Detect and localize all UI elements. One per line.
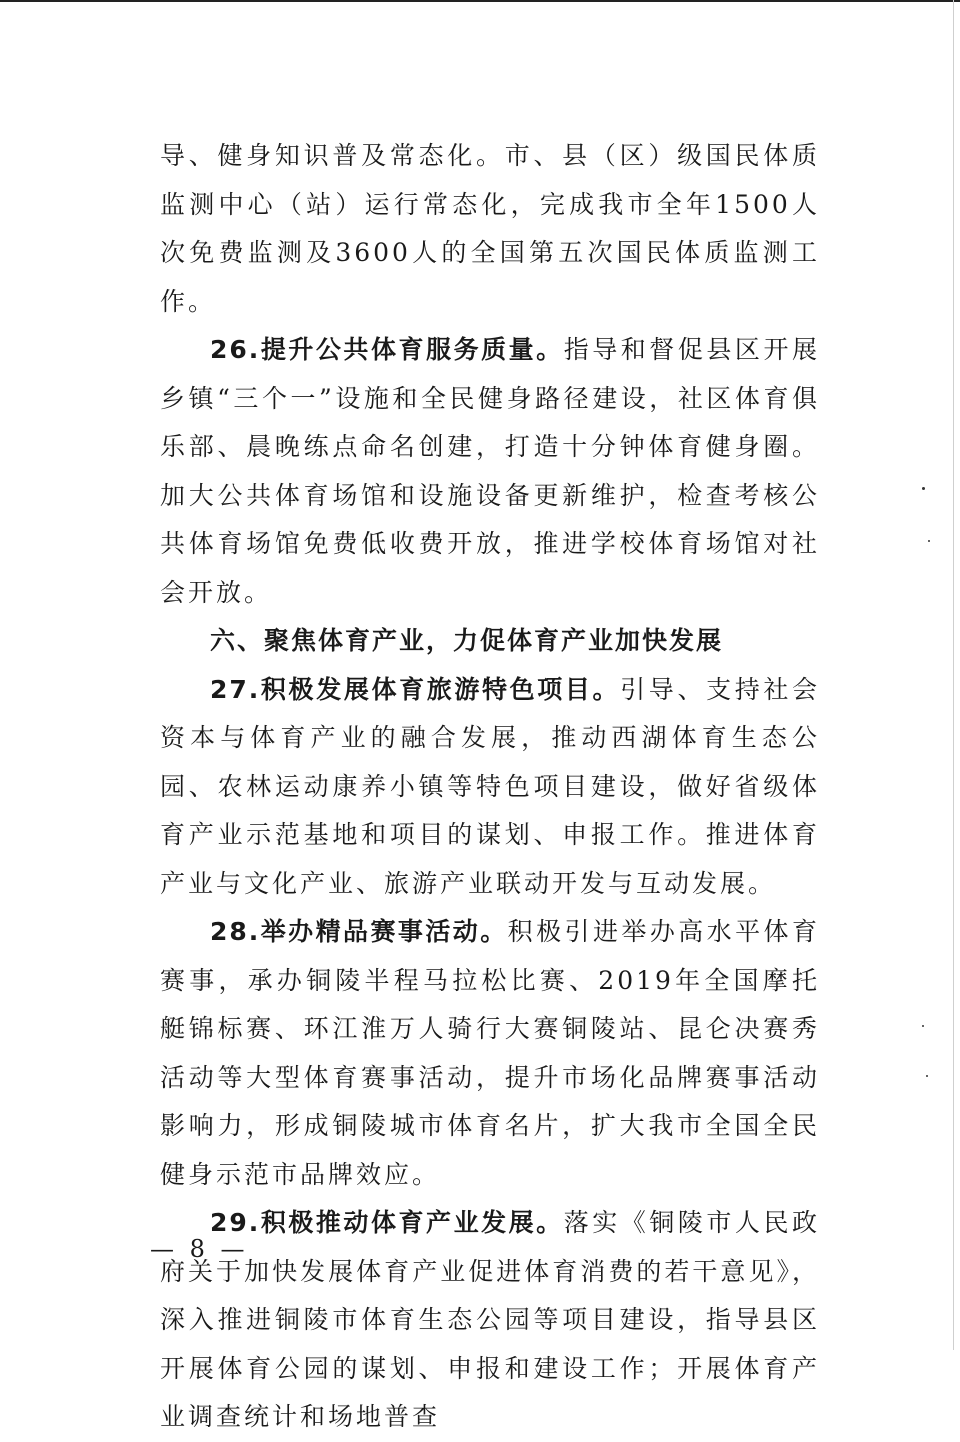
- scan-speck: [922, 487, 925, 490]
- paragraph-text: 引导、支持社会资本与体育产业的融合发展，推动西湖体育生态公园、农林运动康养小镇等特色项目建设，做好省级体育产业示范基地和项目的谋划、申报工作。推进体育产业与文化产业、旅游产业联动开发与互动发展。: [160, 674, 820, 898]
- paragraph-continuation: [160, 132, 820, 326]
- scan-speck: [922, 1025, 924, 1027]
- paragraph-text: 指导和督促县区开展乡镇“三个一”设施和全民健身路径建设，社区体育俱乐部、晨晚练点命名创建，打造十分钟体育健身圈。加大公共体育场馆和设施设备更新维护，检查考核公共体育场馆免费低收费开放，推进学校体育场馆对社会开放。: [160, 335, 820, 607]
- scan-speck: [928, 540, 930, 542]
- page-top-edge: [0, 0, 960, 2]
- item-title: 29.积极推动体育产业发展。: [210, 1208, 564, 1237]
- section-heading: [160, 617, 820, 666]
- page-number: — 8 —: [150, 1235, 249, 1263]
- paragraph-text: 落实《铜陵市人民政府关于加快发展体育产业促进体育消费的若干意见》，深入推进铜陵市体育生态公园等项目建设，指导县区开展体育公园的谋划、申报和建设工作；开展体育产业调查统计和场地普查: [160, 1208, 820, 1431]
- paragraph-text: 积极引进举办高水平体育赛事，承办铜陵半程马拉松比赛、2019年全国摩托艇锦标赛、环江淮万人骑行大赛铜陵站、昆仑决赛秀活动等大型体育赛事活动，提升市场化品牌赛事活动影响力，形成铜陵城市体育名片，扩大我市全国全民健身示范市品牌效应。: [160, 917, 820, 1189]
- paragraph-item-29: [160, 1199, 820, 1442]
- scan-speck: [926, 1075, 928, 1077]
- item-title: 28.举办精品赛事活动。: [210, 917, 508, 946]
- item-title: 26.提升公共体育服务质量。: [210, 335, 564, 364]
- item-title: 27.积极发展体育旅游特色项目。: [210, 674, 621, 704]
- document-body: [160, 132, 820, 1442]
- paragraph-item-27: [160, 666, 820, 909]
- paragraph-item-28: [160, 908, 820, 1199]
- paragraph-text: 导、健身知识普及常态化。市、县（区）级国民体质监测中心（站）运行常态化，完成我市全年1500人次免费监测及3600人的全国第五次国民体质监测工作。: [160, 141, 820, 316]
- paragraph-item-26: [160, 326, 820, 617]
- section-heading-text: 六、聚焦体育产业，力促体育产业加快发展: [210, 626, 724, 655]
- page-right-edge: [953, 0, 954, 1350]
